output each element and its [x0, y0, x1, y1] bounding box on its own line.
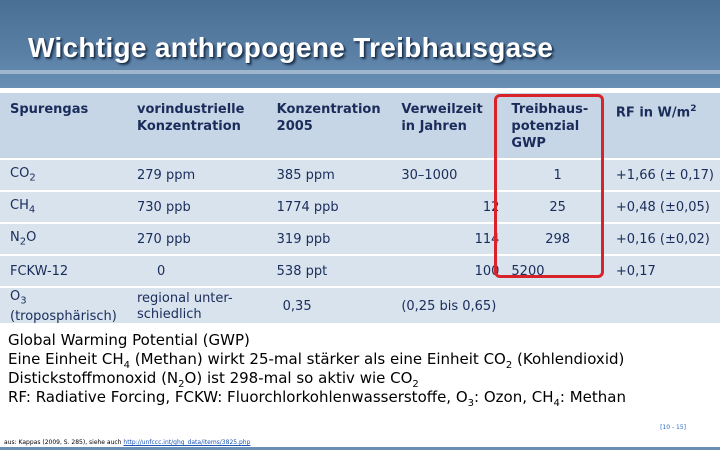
- data-table: [0, 93, 720, 328]
- header-spurengas: Spurengas: [10, 102, 89, 117]
- reference-number: [10 - 15]: [660, 424, 686, 431]
- gwp-cell: 298: [545, 231, 571, 247]
- header-verweilzeit: Verweilzeit in Jahren: [401, 102, 483, 134]
- gwp-cell: 25: [549, 199, 566, 215]
- conc-cell: 538 ppt: [276, 263, 328, 279]
- conc-cell: 1774 ppb: [276, 199, 339, 215]
- gas-cell: FCKW-12: [10, 263, 69, 279]
- gas-cell: $N_2O$: [10, 230, 37, 248]
- gwp-cell: 5200: [511, 263, 545, 279]
- table-row: [0, 159, 720, 191]
- source-citation: aus: Kappas (2009, S. 285), siehe auch http://unfccc.int/ghg_data/items/3825.php: [4, 439, 251, 446]
- conc-cell: 385 ppm: [276, 167, 335, 183]
- time-cell: 114: [474, 231, 500, 247]
- table-row: [0, 223, 720, 255]
- rf-cell: +0,16 (±0,02): [615, 231, 710, 247]
- gas-cell: $O_3$ (troposphärisch): [10, 288, 117, 325]
- note-line: Distickstoffmonoxid $(N_2O)$ ist 298-mal so aktiv wie $CO_2$: [8, 369, 419, 390]
- pre-cell: 0: [157, 263, 166, 279]
- pre-cell: 279 ppm: [137, 167, 196, 183]
- gwp-highlight-box: [494, 94, 604, 278]
- banner-stripe: [0, 70, 720, 74]
- time-cell: 30–1000: [401, 167, 458, 183]
- gwp-cell: 1: [553, 167, 562, 183]
- header-konzentration: Konzentration 2005: [276, 102, 381, 134]
- header-rf: RF in $W/m^2$: [615, 104, 697, 121]
- note-line: Eine Einheit $CH_4$ (Methan) wirkt 25-mal stärker als eine Einheit $CO_2$ (Kohlendioxid): [8, 350, 625, 371]
- rf-cell: [610, 287, 720, 327]
- source-link[interactable]: http://unfccc.int/ghg_data/items/3825.php: [123, 439, 251, 446]
- table-header-row: [0, 93, 720, 159]
- gwp-cell: [505, 287, 610, 327]
- note-line: RF: Radiative Forcing, FCKW: Fluorchlorkohlenwasserstoffe, $O_3$: Ozon, $CH_4$: Methan: [8, 388, 626, 409]
- pre-cell: 730 ppb: [137, 199, 191, 215]
- rf-cell: +1,66 (± 0,17): [615, 167, 714, 183]
- time-cell: 100: [474, 263, 500, 279]
- header-gwp: Treibhaus- potenzial GWP: [511, 102, 589, 151]
- rf-cell: +0,48 (±0,05): [615, 199, 710, 215]
- time-cell: 12: [482, 199, 500, 215]
- conc-cell: 0,35: [282, 299, 312, 314]
- table-row: [0, 287, 720, 327]
- gas-cell: $CO_2$: [10, 166, 36, 184]
- note-line: Global Warming Potential (GWP): [8, 331, 250, 349]
- pre-cell: 270 ppb: [137, 231, 191, 247]
- time-cell: (0,25 bis 0,65): [401, 299, 497, 314]
- table-row: [0, 191, 720, 223]
- rf-cell: +0,17: [615, 263, 656, 279]
- slide-title: Wichtige anthropogene Treibhausgase: [28, 32, 554, 63]
- gas-cell: $CH_4$: [10, 198, 36, 216]
- explanation-text: [8, 331, 626, 407]
- greenhouse-gas-table: [0, 93, 720, 323]
- table-row: [0, 255, 720, 287]
- header-vorindustriell: vorindustrielle Konzentration: [137, 102, 245, 134]
- pre-cell: regional unter-schiedlich: [137, 291, 233, 322]
- conc-cell: 319 ppb: [276, 231, 331, 247]
